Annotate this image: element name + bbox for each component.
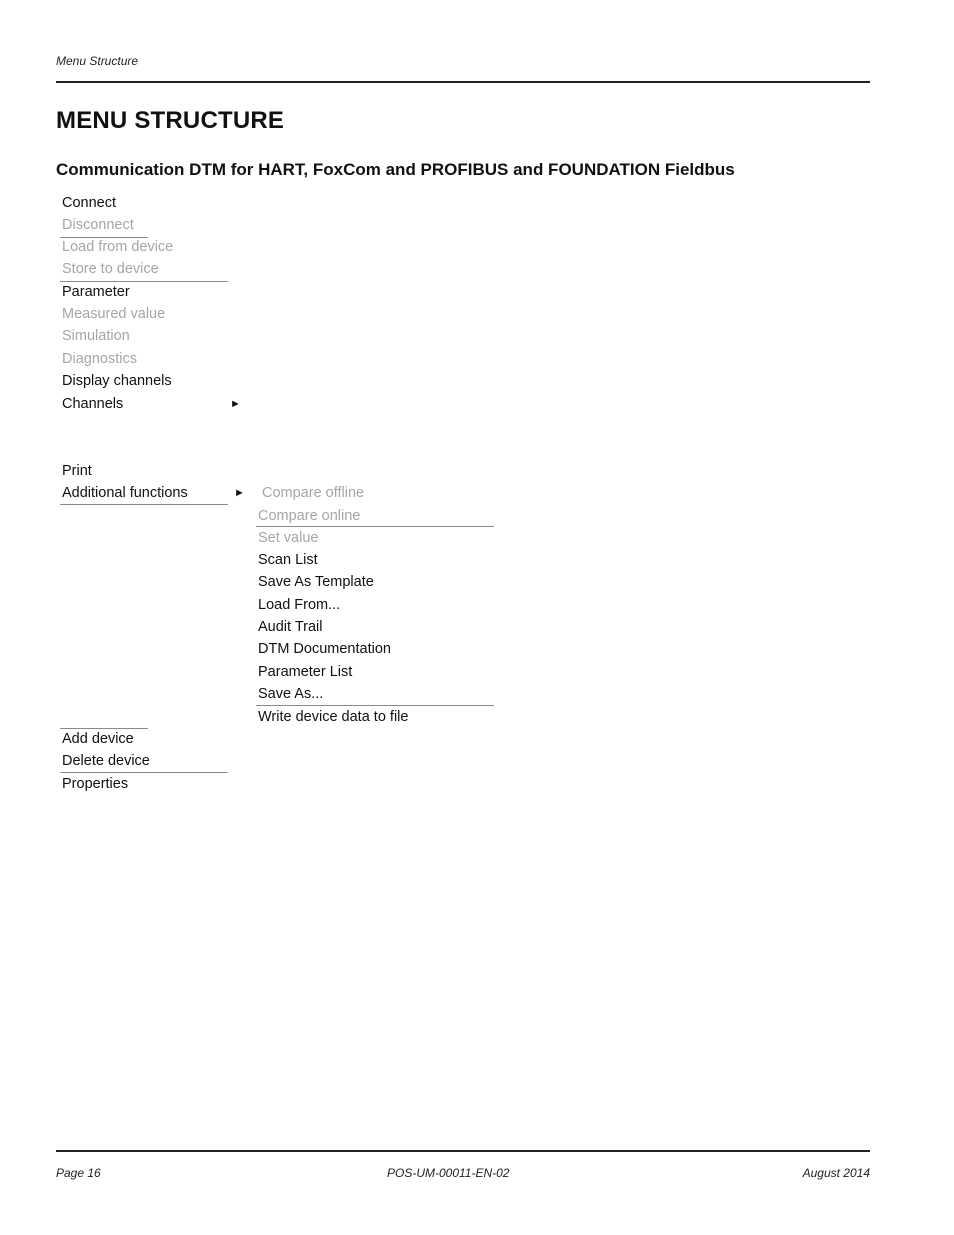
menu-item-store-to-device[interactable]: Store to device	[62, 261, 159, 277]
submenu-item-dtm-documentation[interactable]: DTM Documentation	[258, 641, 391, 657]
submenu-item-save-as[interactable]: Save As...	[258, 686, 324, 702]
menu-separator	[60, 281, 228, 282]
submenu-arrow-icon: ►	[230, 398, 241, 410]
submenu-item-write-device-data-to-file[interactable]: Write device data to file	[258, 709, 409, 725]
submenu-item-load-from[interactable]: Load From...	[258, 597, 341, 613]
submenu-item-parameter-list[interactable]: Parameter List	[258, 664, 353, 680]
menu-item-properties[interactable]: Properties	[62, 776, 129, 792]
menu-item-connect[interactable]: Connect	[62, 195, 117, 211]
submenu-item-scan-list[interactable]: Scan List	[258, 552, 318, 568]
submenu-item-compare-offline[interactable]: Compare offline	[262, 485, 365, 501]
footer-date: August 2014	[802, 1166, 870, 1180]
menu-item-print[interactable]: Print	[62, 463, 92, 479]
menu-separator	[60, 504, 228, 505]
submenu-item-audit-trail[interactable]: Audit Trail	[258, 619, 323, 635]
menu-separator	[60, 728, 148, 729]
menu-item-additional-functions[interactable]: Additional functions	[62, 485, 188, 501]
section-title: Communication DTM for HART, FoxCom and PROFIBUS and FOUNDATION Fieldbus	[56, 160, 735, 179]
menu-item-delete-device[interactable]: Delete device	[62, 753, 150, 769]
running-header: Menu Structure	[56, 54, 139, 68]
footer-document-id: POS-UM-00011-EN-02	[387, 1166, 510, 1180]
submenu-item-set-value[interactable]: Set value	[258, 530, 319, 546]
menu-item-simulation[interactable]: Simulation	[62, 328, 130, 344]
menu-item-channels[interactable]: Channels	[62, 396, 124, 412]
page-title: MENU STRUCTURE	[56, 107, 285, 134]
menu-item-diagnostics[interactable]: Diagnostics	[62, 351, 137, 367]
header-rule	[56, 81, 870, 83]
menu-item-load-from-device[interactable]: Load from device	[62, 239, 174, 255]
submenu-item-save-as-template[interactable]: Save As Template	[258, 574, 374, 590]
menu-item-parameter[interactable]: Parameter	[62, 284, 130, 300]
menu-separator	[60, 772, 228, 773]
menu-separator	[256, 526, 494, 527]
submenu-item-compare-online[interactable]: Compare online	[258, 508, 361, 524]
submenu-arrow-icon: ►	[234, 487, 245, 499]
menu-separator	[256, 705, 494, 706]
footer-rule	[56, 1150, 870, 1152]
menu-item-add-device[interactable]: Add device	[62, 731, 134, 747]
menu-item-measured-value[interactable]: Measured value	[62, 306, 166, 322]
footer-page-number: Page 16	[56, 1166, 101, 1180]
menu-item-display-channels[interactable]: Display channels	[62, 373, 172, 389]
menu-item-disconnect[interactable]: Disconnect	[62, 217, 134, 233]
